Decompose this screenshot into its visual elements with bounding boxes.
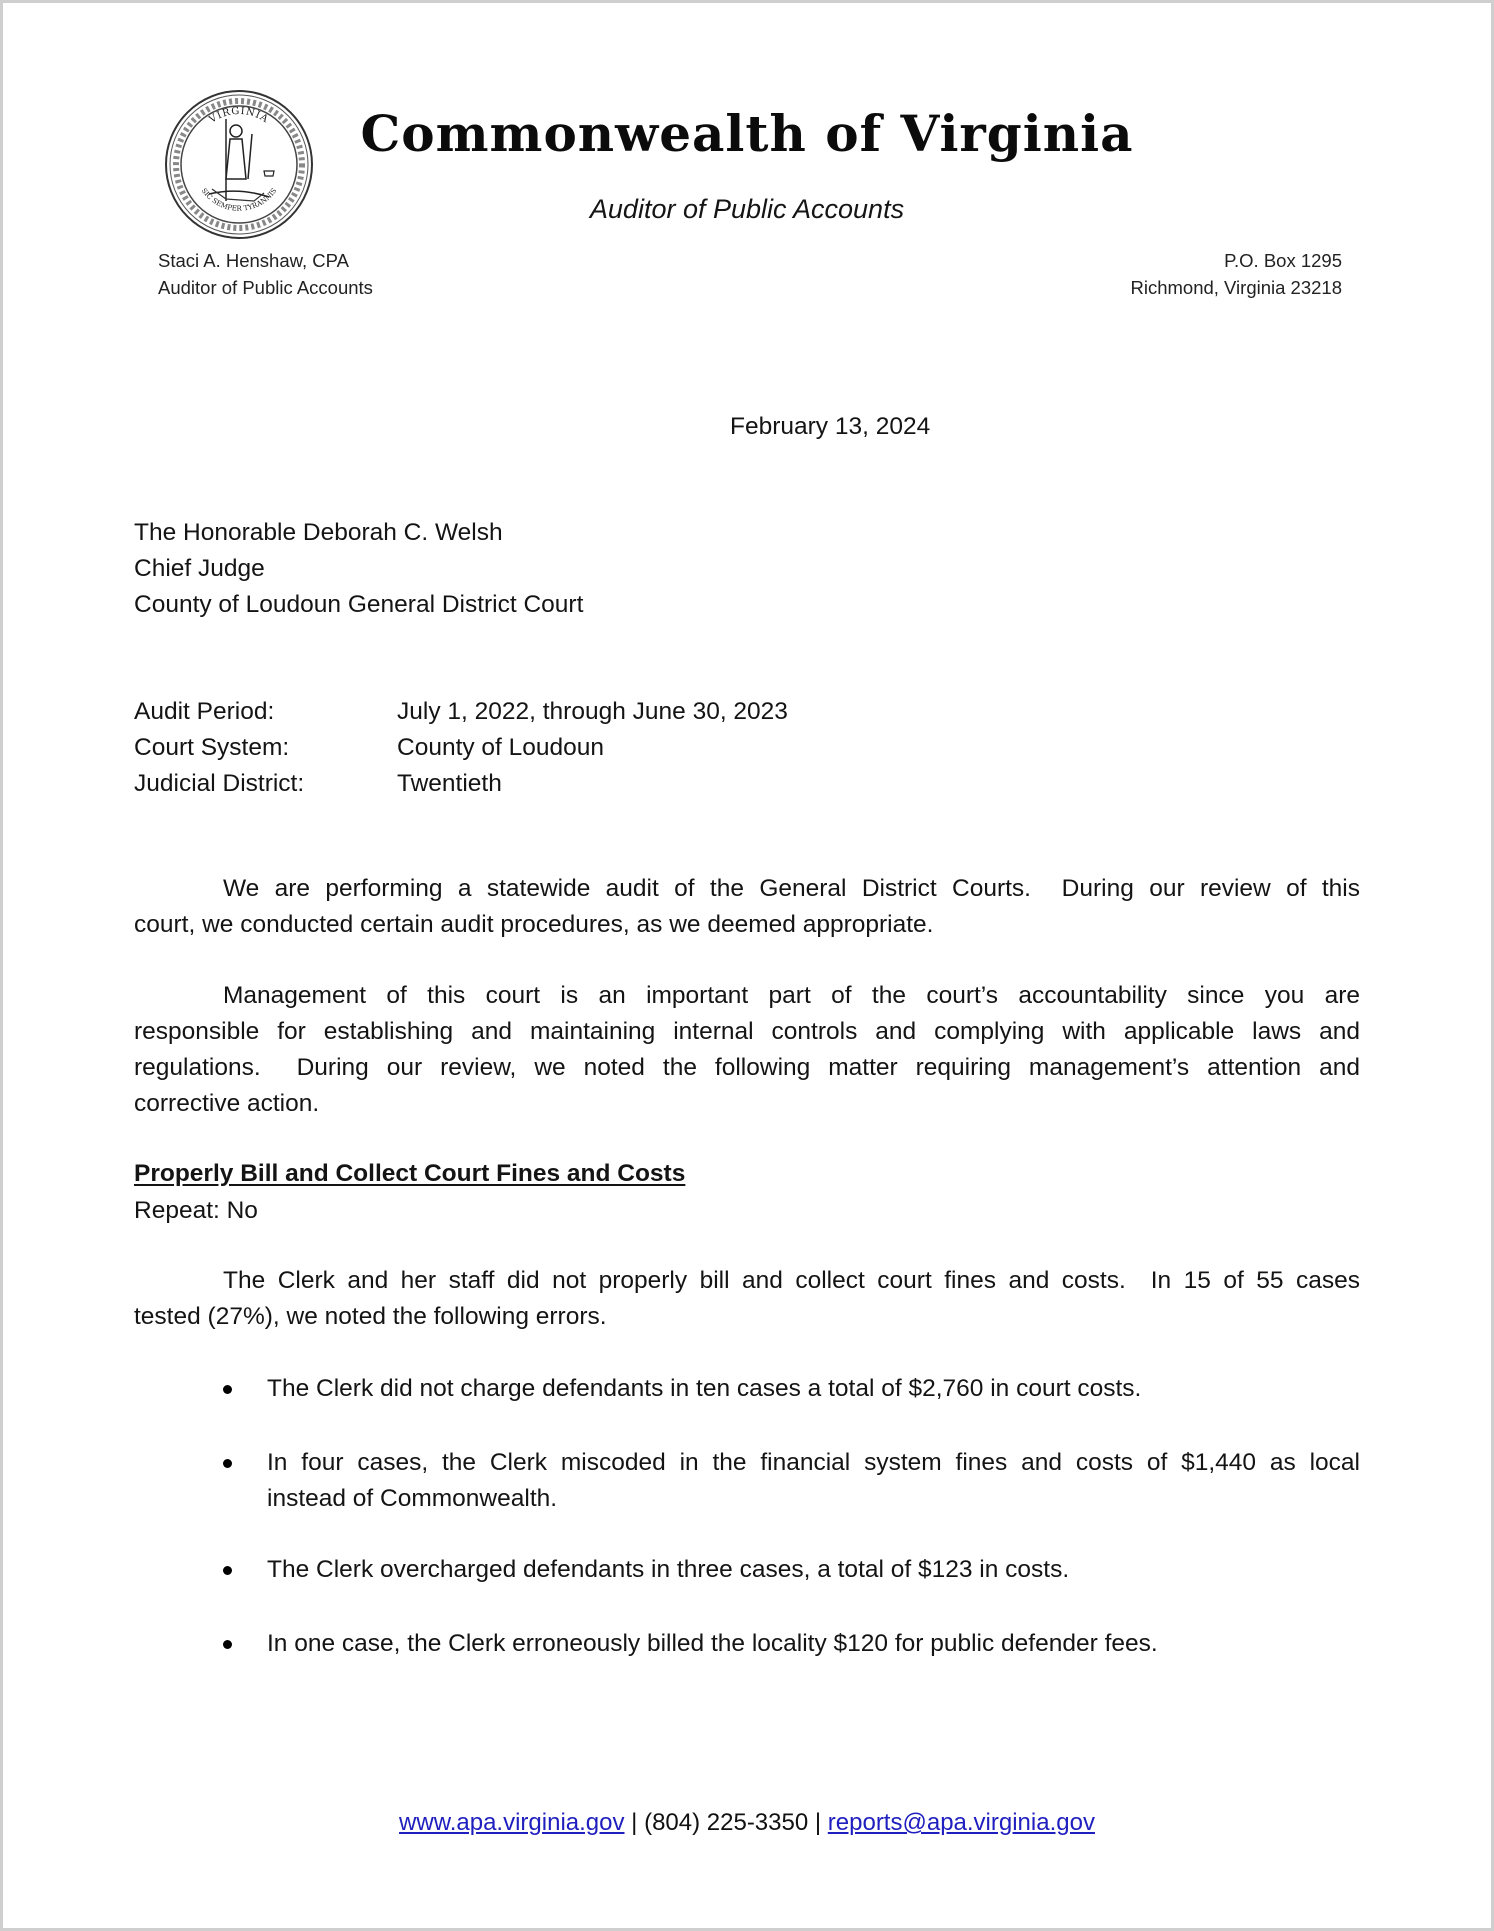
paragraph-line: court, we conducted certain audit procedures, as we deemed appropriate. (134, 911, 934, 938)
meta-value: County of Loudoun (397, 734, 605, 761)
bullet-line: The Clerk did not charge defendants in ten cases a total of $2,760 in court costs. (267, 1375, 1142, 1402)
letterhead-title: Commonwealth of Virginia (360, 104, 1134, 163)
bullet-item (219, 1552, 1360, 1588)
finding-heading: Properly Bill and Collect Court Fines and Costs (134, 1160, 686, 1187)
paragraph-management (134, 978, 1360, 1122)
meta-row-judicial-district (134, 766, 788, 802)
footer-phone: (804) 225-3350 (644, 1809, 809, 1836)
bullet-item (219, 1626, 1360, 1662)
paragraph-line: The Clerk and her staff did not properly bill and collect court fines and costs. In 15 of 55 cases (223, 1267, 1360, 1294)
recipient-court: County of Loudoun General District Court (134, 591, 584, 618)
svg-text:SIC SEMPER TYRANNIS: SIC SEMPER TYRANNIS (199, 186, 279, 213)
bullet-item (219, 1445, 1360, 1517)
meta-label: Audit Period: (134, 698, 275, 725)
paragraph-line: We are performing a statewide audit of the General District Courts. During our review of this (223, 875, 1360, 902)
address-line-2: Richmond, Virginia 23218 (1130, 277, 1342, 298)
meta-label: Judicial District: (134, 770, 305, 797)
paragraph-line: corrective action. (134, 1090, 320, 1117)
bullet-icon (223, 1566, 232, 1575)
footer-separator: | (808, 1809, 828, 1836)
bullet-line: In four cases, the Clerk miscoded in the financial system fines and costs of $1,440 as local (267, 1449, 1360, 1476)
paragraph-line: responsible for establishing and maintaining internal controls and complying with applicable laws and (134, 1018, 1360, 1045)
bullet-line: The Clerk overcharged defendants in three cases, a total of $123 in costs. (267, 1556, 1070, 1583)
auditor-name: Staci A. Henshaw, CPA (158, 250, 349, 271)
mailing-address (1130, 247, 1342, 301)
footer-contact (0, 1805, 1494, 1841)
meta-value: Twentieth (397, 770, 502, 797)
meta-value: July 1, 2022, through June 30, 2023 (397, 698, 788, 725)
bullet-line: instead of Commonwealth. (267, 1485, 558, 1512)
bullet-icon (223, 1459, 232, 1468)
auditor-title: Auditor of Public Accounts (158, 277, 373, 298)
paragraph-line: tested (27%), we noted the following errors. (134, 1303, 607, 1330)
auditor-block (158, 247, 373, 301)
meta-row-court-system (134, 730, 788, 766)
recipient-name: The Honorable Deborah C. Welsh (134, 519, 503, 546)
meta-label: Court System: (134, 734, 290, 761)
bullet-icon (223, 1640, 232, 1649)
paragraph-line: Management of this court is an important part of the court’s accountability since you are (223, 982, 1360, 1009)
paragraph-line: regulations. During our review, we noted the following matter requiring management’s attention and (134, 1054, 1360, 1081)
recipient-block (134, 515, 583, 623)
letterhead-subtitle: Auditor of Public Accounts (589, 194, 905, 224)
address-line-1: P.O. Box 1295 (1224, 250, 1342, 271)
website-link[interactable]: www.apa.virginia.gov (399, 1809, 625, 1836)
meta-row-audit-period (134, 694, 788, 730)
audit-meta (134, 694, 788, 802)
footer-separator: | (624, 1809, 645, 1836)
recipient-title: Chief Judge (134, 555, 265, 582)
paragraph-intro (134, 871, 1360, 943)
email-link[interactable]: reports@apa.virginia.gov (827, 1809, 1095, 1836)
bullet-line: In one case, the Clerk erroneously billed the locality $120 for public defender fees. (267, 1630, 1158, 1657)
svg-text:VIRGINIA: VIRGINIA (207, 105, 271, 126)
letter-date: February 13, 2024 (730, 413, 931, 440)
finding-repeat-status: Repeat: No (134, 1197, 258, 1224)
bullet-item (219, 1371, 1360, 1407)
paragraph-finding (134, 1263, 1360, 1335)
bullet-icon (223, 1385, 232, 1394)
